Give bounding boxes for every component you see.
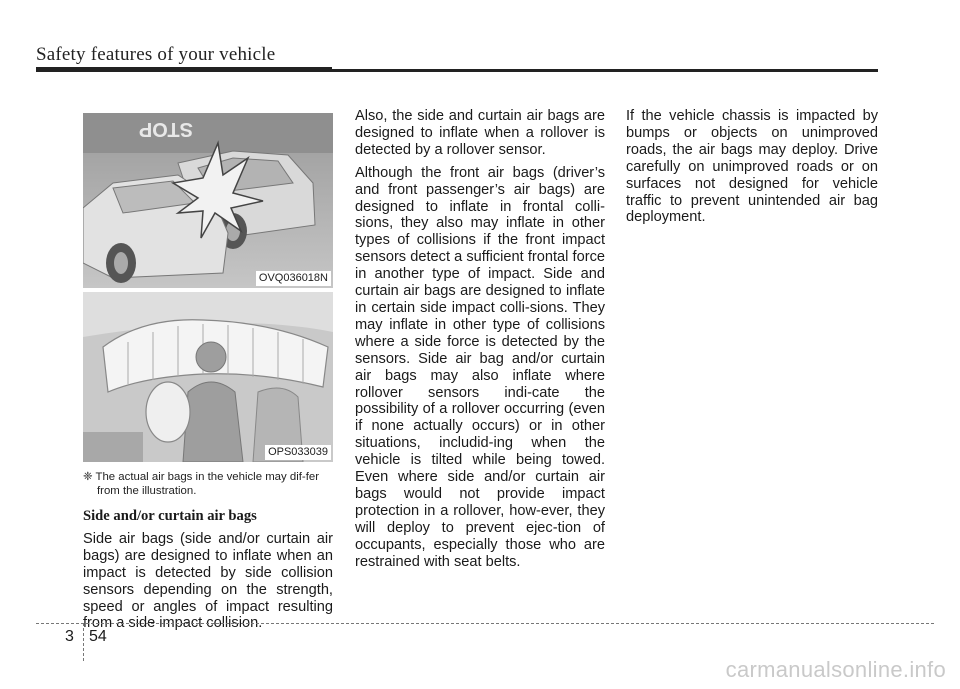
paragraph: If the vehicle chassis is impacted by bumps or objects on unimproved roads, the air bags may deploy. Drive carefully on unimproved roads or on surfaces not designed for vehicle traffic to prevent unintended air bag deployment. (626, 108, 878, 226)
paragraph: Although the front air bags (driver’s and front passenger’s air bags) are designed to inflate in frontal colli-sions, they also may inflate in other types of collisions if the front impact sensors detect a sufficient frontal force in another type of impact. Side and curtain air bags are designed to inflate in certain side impact colli-sions. They may inflate in other type of collisions where a side force is detected by the sensors. Side air bag and/or curtain air bags may also inflate where rollover sensors indi-cate the possibility of a rollover occurring (even if none actually occurs) or in other situations, includid-ing when the vehicle is tilted while being towed. Even where side and/or curtain air bags would not provide impact protection in a rollover, how-ever, they will deploy to prevent ejec-tion of occupants, especially those who are restrained with seat belts. (355, 164, 605, 570)
column-2 (355, 108, 605, 576)
column-1 (83, 108, 333, 638)
figure-code: OPS033039 (265, 445, 331, 460)
chapter-number: 3 (65, 628, 74, 645)
paragraph: Side air bags (side and/or curtain air bags) are designed to inflate when an impact is detected by side collision sensors depending on the strength, speed or angles of impact resulting from a side impact collision. (83, 530, 333, 632)
section-heading: Side and/or curtain air bags (83, 508, 257, 524)
footer-rule (36, 623, 934, 624)
figure-caption: ❈ The actual air bags in the vehicle may dif-fer from the illustration. (83, 471, 319, 497)
paragraph: Also, the side and curtain air bags are designed to inflate when a rollover is detected by a rollover sensor. (355, 108, 605, 158)
car-collision-image (83, 113, 333, 288)
header-rule (36, 69, 878, 72)
curtain-airbag-image (83, 292, 333, 462)
footer-divider (83, 623, 84, 661)
page-number: 54 (89, 628, 107, 645)
watermark: carmanualsonline.info (725, 657, 946, 682)
collision-illustration (83, 113, 333, 288)
page-header-title: Safety features of your vehicle (36, 44, 276, 65)
airbag-illustration (83, 292, 333, 462)
stop-road-marking: STOP (138, 118, 193, 140)
figure-code: OVQ036018N (256, 271, 331, 286)
column-3 (626, 108, 878, 232)
